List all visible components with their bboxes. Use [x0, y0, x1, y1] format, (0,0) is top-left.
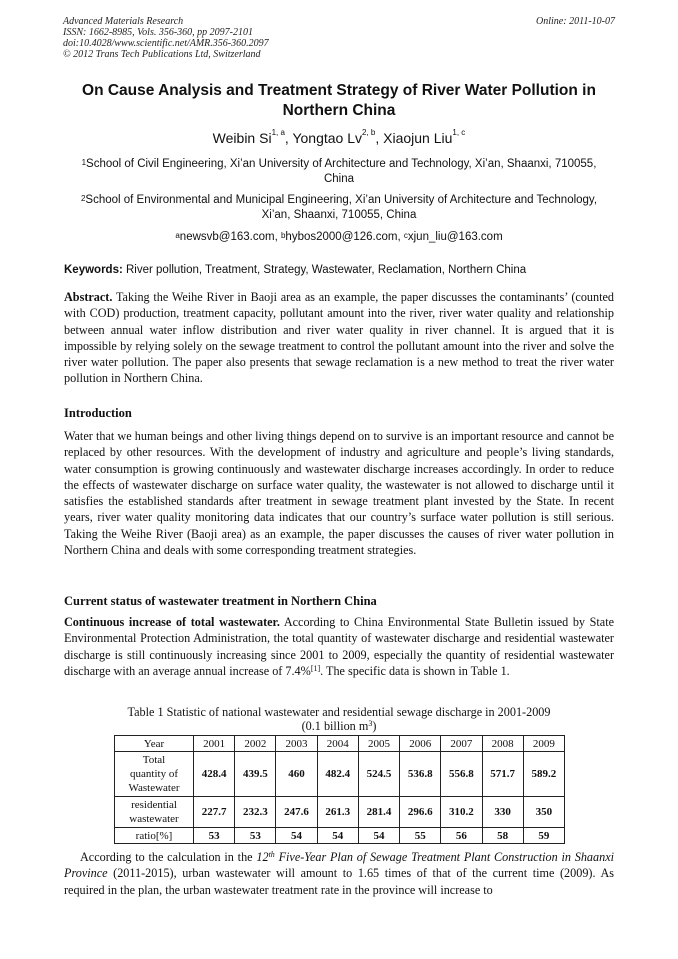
table-header-cell: 2001: [194, 736, 235, 752]
subsection-tail: . The specific data is shown in Table 1.: [320, 663, 510, 678]
followup-text: According to the calculation in the: [80, 850, 257, 864]
email-sup: b: [280, 231, 286, 240]
author-sup: 2, b: [362, 128, 376, 137]
table-cell: 232.3: [235, 797, 276, 828]
copyright-line: © 2012 Trans Tech Publications Ltd, Switzerland: [63, 49, 261, 60]
table-cell: 54: [358, 828, 399, 844]
row-label-line: ratio[%]: [135, 829, 173, 842]
doi-line: doi:10.4028/www.scientific.net/AMR.356-360.2097: [63, 38, 269, 49]
author-name: Xiaojun Liu: [383, 130, 453, 146]
table-header-cell: 2006: [400, 736, 441, 752]
author-name: Weibin Si: [212, 130, 272, 146]
table-cell: 55: [400, 828, 441, 844]
table-header-cell: 2002: [235, 736, 276, 752]
table-cell: 54: [276, 828, 317, 844]
table-cell: 536.8: [400, 752, 441, 797]
units-close: ): [372, 719, 377, 733]
paper-title: On Cause Analysis and Treatment Strategy of River Water Pollution in Northern China: [82, 82, 596, 119]
table-cell: 59: [523, 828, 564, 844]
row-label-line: wastewater: [129, 813, 179, 825]
keywords: [64, 264, 614, 276]
introduction-text: Water that we human beings and other living things depend on to survive is an important resource and cannot be replaced by other resources. With the development of industry and agriculture and people’s living standards, water consumption is growing continuously and wastewater discharge increases accordingly. In order to reduce the effects of wastewater discharge on surface water quality, the wastewater is not allowed to discharge until it satisfies the established standards after treatment in sewage treatment plant invested by the State. In recent years, river water quality monitoring data indicates that our country’s surface water pollution is still serious. Taking the Weihe River (Baoji area) as an example, the paper discusses the causes of river water pollution in Northern China and deals with some corresponding treatment strategies.: [64, 429, 614, 558]
section-heading: Current status of wastewater treatment in Northern China: [64, 594, 377, 608]
row-label: [115, 752, 194, 797]
author-name: Yongtao Lv: [292, 130, 362, 146]
abstract-text: Taking the Weihe River in Baoji area as an example, the paper discusses the contaminants’ (counted with COD) production, treatment capacity, pollutant amount into the river, river water quality and relationship between annual water inflow distribution and river water quality in river channel. It is argued that it is impossible by relying solely on the sewage treatment to control the pollutant amount into the river and solve the river water pollution. The paper also presents that sewage reclamation is a new method to treat the river water pollution in Northern China.: [64, 290, 614, 386]
author-list: Weibin Si$^{1, a}$, Yongtao Lv$^{2, b}$, Xiaojun Liu$^{1, c}$: [212, 128, 466, 146]
followup-paragraph: [64, 849, 614, 898]
row-label: [115, 828, 194, 844]
plan-title-part: 12: [256, 850, 269, 864]
table-cell: 310.2: [441, 797, 482, 828]
row-label: [115, 797, 194, 828]
table-caption: [60, 705, 618, 733]
email-sup: c: [403, 231, 408, 240]
table-cell: 247.6: [276, 797, 317, 828]
author-sup: 1, a: [271, 128, 285, 137]
email-link[interactable]: newsvb@163.com: [179, 231, 275, 243]
table-units: [60, 719, 618, 733]
table-row: [115, 797, 565, 828]
affiliation-text: School of Environmental and Municipal Engineering, Xi’an University of Architecture and Technology, Xi’an, Shaanxi, 710055, China: [85, 194, 598, 221]
table-header-cell: 2008: [482, 736, 523, 752]
table-cell: 428.4: [194, 752, 235, 797]
row-label-line: residential: [131, 799, 177, 811]
keywords-text: River pollution, Treatment, Strategy, Wastewater, Reclamation, Northern China: [126, 264, 527, 276]
table-header-cell: 2004: [317, 736, 358, 752]
plan-title-part: Five-Year Plan of Sewage Treatment Plant Construction in Shaanxi Province: [64, 850, 614, 881]
table-cell: 482.4: [317, 752, 358, 797]
plan-title-sup: th: [268, 850, 275, 859]
table-cell: 589.2: [523, 752, 564, 797]
table-cell: 296.6: [400, 797, 441, 828]
abstract: [64, 289, 614, 387]
journal-header: [63, 16, 269, 60]
units-sup: 3: [368, 719, 373, 728]
row-label-line: Wastewater: [128, 782, 180, 794]
table-cell: 439.5: [235, 752, 276, 797]
subsection-label: Continuous increase of total wastewater.: [64, 615, 280, 629]
table-cell: 58: [482, 828, 523, 844]
table-header-cell: 2007: [441, 736, 482, 752]
table-header-cell: 2009: [523, 736, 564, 752]
row-label-line: Total: [142, 754, 166, 766]
followup-text: (2011-2015), urban wastewater will amount to 1.65 times of that of the current time (2009). As required in the plan, the urban wastewater treatment rate in the province will increase to: [64, 866, 614, 897]
table-cell: 281.4: [358, 797, 399, 828]
table-row: [115, 752, 565, 797]
table-header-cell: Year: [115, 736, 194, 752]
table-cell: 54: [317, 828, 358, 844]
subsection-paragraph: [64, 614, 614, 679]
issn-line: ISSN: 1662-8985, Vols. 356-360, pp 2097-2101: [63, 27, 253, 38]
units-text: (0.1 billion m: [301, 719, 369, 733]
affiliation-sup: 2: [80, 194, 86, 203]
keywords-label: Keywords:: [64, 264, 123, 276]
online-date: Online: 2011-10-07: [536, 16, 615, 27]
author-sup: 1, c: [452, 128, 466, 137]
affiliation-text: School of Civil Engineering, Xi’an University of Architecture and Technology, Xi’an, Shaanxi, 710055, China: [86, 158, 597, 185]
table-header-cell: 2005: [358, 736, 399, 752]
table-cell: 53: [235, 828, 276, 844]
email-link[interactable]: hybos2000@126.com: [285, 231, 398, 243]
email-link[interactable]: xjun_liu@163.com: [407, 231, 503, 243]
affiliation-2: [80, 193, 598, 223]
table-cell: 53: [194, 828, 235, 844]
table-cell: 350: [523, 797, 564, 828]
data-table: [114, 735, 565, 844]
affiliation-1: [80, 157, 598, 187]
affiliation-sup: 1: [81, 158, 87, 167]
journal-name: Advanced Materials Research: [63, 16, 184, 27]
author-emails: $^a$newsvb@163.com, $^b$hybos2000@126.com, $^c$xjun_liu@163.com: [175, 231, 503, 243]
table-header-row: [115, 736, 565, 752]
table-cell: 227.7: [194, 797, 235, 828]
table-cell: 56: [441, 828, 482, 844]
table-row: [115, 828, 565, 844]
table-cell: 556.8: [441, 752, 482, 797]
table-cell: 571.7: [482, 752, 523, 797]
subsection-text: According to China Environmental State Bulletin issued by State Environmental Protection Administration, the total quantity of wastewater discharge and residential wastewater discharge is still continuously increasing since 2001 to 2009, especially the quantity of residential wastewater discharge with an average annual increase of 7.4%: [64, 615, 615, 678]
row-label-line: quantity of: [130, 768, 178, 780]
email-sup: a: [175, 231, 180, 240]
table-header-cell: 2003: [276, 736, 317, 752]
citation-ref: [1]: [310, 663, 321, 673]
table-title: Table 1 Statistic of national wastewater and residential sewage discharge in 2001-2009: [127, 705, 551, 719]
table-cell: 330: [482, 797, 523, 828]
table-cell: 261.3: [317, 797, 358, 828]
table-cell: 524.5: [358, 752, 399, 797]
introduction-heading: Introduction: [64, 406, 132, 420]
table-cell: 460: [276, 752, 317, 797]
abstract-label: Abstract.: [64, 290, 113, 304]
